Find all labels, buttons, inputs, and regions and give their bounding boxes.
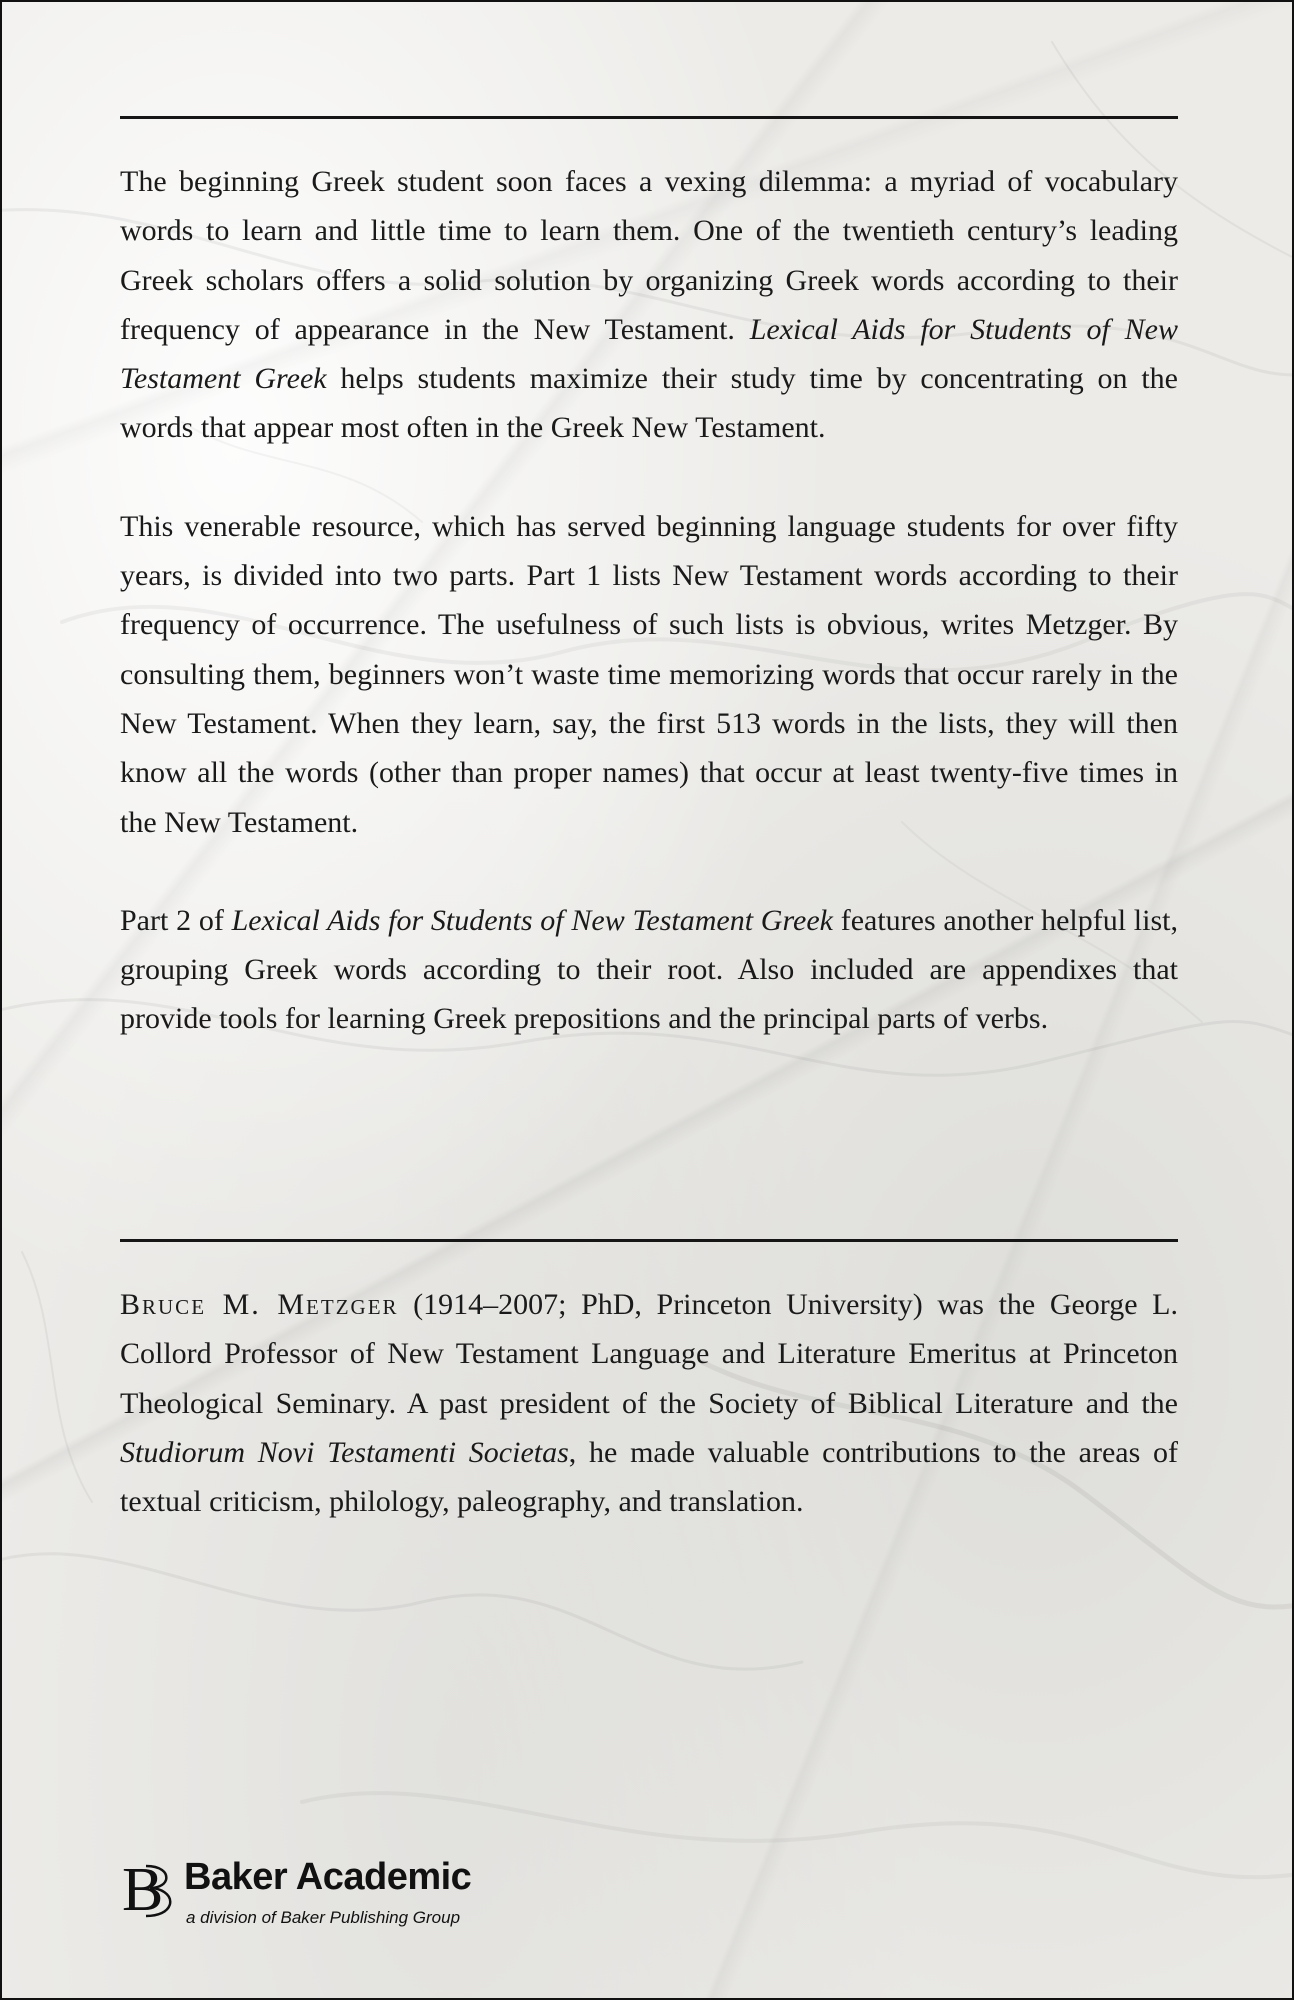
book-title-italic: Lexical Aids for Students of New Testament Greek	[231, 903, 833, 937]
publisher-logo	[120, 1854, 540, 1964]
baker-b-logo-icon	[120, 1858, 178, 1918]
description-paragraph-1: The beginning Greek student soon faces a vexing dilemma: a myriad of vocabulary words to learn and little time to learn them. One of the twentieth century’s leading Greek scholars offers a solid solution by organizing Greek words according to their frequency of appearance in the New Testament. Lexical Aids for Students of New Testament Greek helps students maximize their study time by concentrating on the words that appear most often in the Greek New Testament.	[120, 165, 1179, 445]
top-divider	[120, 116, 1178, 119]
society-name: Studiorum Novi Testamenti Societas	[120, 1435, 569, 1469]
author-bio	[120, 1280, 1178, 1526]
middle-divider	[120, 1239, 1178, 1242]
description-paragraph-3: Part 2 of Lexical Aids for Students of New Testament Greek features another helpful list, grouping Greek words according to their root. Also included are appendixes that provide tools for learning Greek prepositions and the principal parts of verbs.	[120, 903, 1178, 1036]
book-title-italic: Lexical Aids for Students of New Testament Greek	[120, 312, 1179, 396]
publisher-name: Baker Academic	[184, 1856, 472, 1898]
publisher-tagline: a division of Baker Publishing Group	[186, 1908, 461, 1927]
svg-text:B: B	[122, 1858, 164, 1918]
author-bio-paragraph: Bruce M. Metzger (1914–2007; PhD, Princeton University) was the George L. Collord Professor of New Testament Language and Literature Emeritus at Princeton Theological Seminary. A past president of the Society of Biblical Literature and the Studiorum Novi Testamenti Societas, he made valuable contributions to the areas of textual criticism, philology, paleography, and translation.	[120, 1288, 1178, 1519]
description-paragraph-2: This venerable resource, which has served beginning language students for over fifty years, is divided into two parts. Part 1 lists New Testament words according to their frequency of occurrence. The usefulness of such lists is obvious, writes Metzger. By consulting them, beginners won’t waste time memorizing words that occur rarely in the New Testament. When they learn, say, the first 513 words in the lists, they will then know all the words (other than proper names) that occur at least twenty-five times in the New Testament.	[120, 509, 1178, 839]
author-name: Bruce M. Metzger	[120, 1288, 399, 1321]
book-description	[120, 157, 1178, 1044]
